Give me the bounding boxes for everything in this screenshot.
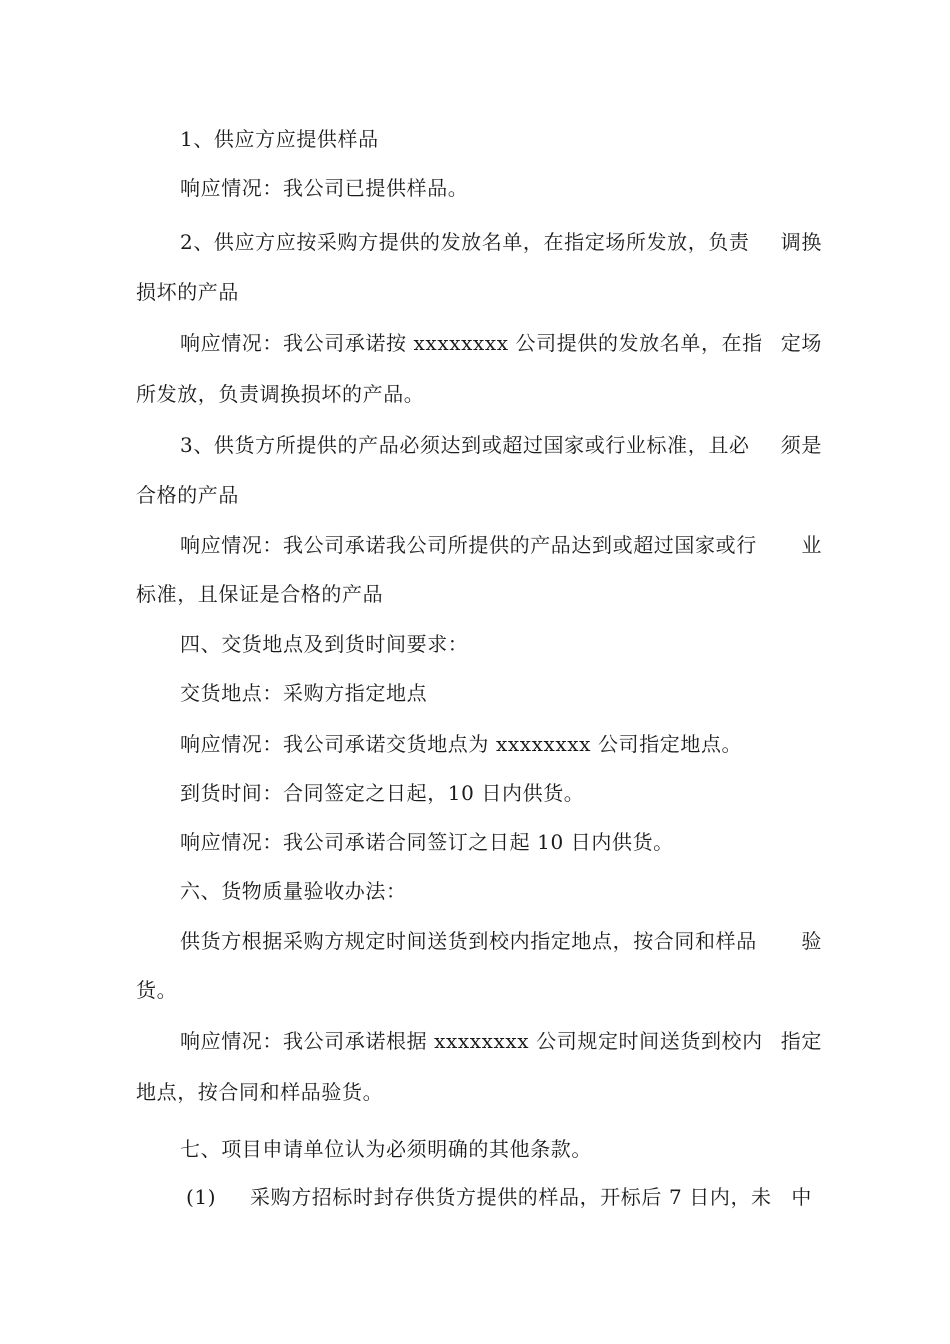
- paragraph-line: 所发放，负责调换损坏的产品。: [136, 382, 425, 406]
- paragraph-line: 标准，且保证是合格的产品: [136, 582, 384, 606]
- paragraph-line: 地点，按合同和样品验货。: [136, 1080, 384, 1104]
- line-segment: 业: [801, 533, 822, 557]
- paragraph-line: [180, 532, 822, 558]
- paragraph-line: 交货地点：采购方指定地点: [180, 681, 428, 705]
- paragraph-line: [180, 229, 822, 255]
- line-segment: 3、供货方所提供的产品必须达到或超过国家或行业标准，且必: [180, 433, 750, 457]
- line-segment: 须是: [780, 433, 822, 457]
- paragraph-line: 响应情况：我公司承诺合同签订之日起 10 日内供货。: [180, 830, 674, 854]
- paragraph-line: [180, 432, 822, 458]
- section-heading: 七、项目申请单位认为必须明确的其他条款。: [180, 1137, 592, 1161]
- line-segment: 供货方根据采购方规定时间送货到校内指定地点，按合同和样品: [180, 929, 757, 953]
- line-segment: 调换: [780, 230, 822, 254]
- paragraph-line: [180, 330, 822, 356]
- paragraph-line: 货。: [136, 978, 178, 1002]
- paragraph-line: 合格的产品: [136, 483, 239, 507]
- section-heading: 六、货物质量验收办法：: [180, 879, 407, 903]
- paragraph-line: [250, 1184, 812, 1210]
- section-heading: 四、交货地点及到货时间要求：: [180, 632, 469, 656]
- line-segment: 响应情况：我公司承诺我公司所提供的产品达到或超过国家或行: [180, 533, 757, 557]
- paragraph-line: [180, 928, 822, 954]
- paragraph-line: 响应情况：我公司已提供样品。: [180, 176, 469, 200]
- paragraph-line: 响应情况：我公司承诺交货地点为 xxxxxxxx 公司指定地点。: [180, 732, 743, 756]
- paragraph-line: 1、供应方应提供样品: [180, 127, 379, 151]
- line-segment: 验: [801, 929, 822, 953]
- paragraph-line: 损坏的产品: [136, 280, 239, 304]
- line-segment: 中: [791, 1185, 812, 1209]
- line-segment: 采购方招标时封存供货方提供的样品，开标后 7 日内，未: [250, 1185, 772, 1209]
- line-segment: 指定: [780, 1029, 822, 1053]
- line-segment: 定场: [780, 331, 822, 355]
- line-segment: 响应情况：我公司承诺根据 xxxxxxxx 公司规定时间送货到校内: [180, 1029, 763, 1053]
- line-segment: 2、供应方应按采购方提供的发放名单，在指定场所发放，负责: [180, 230, 750, 254]
- paragraph-line: [180, 1028, 822, 1054]
- list-number: (1): [186, 1185, 217, 1209]
- line-segment: 响应情况：我公司承诺按 xxxxxxxx 公司提供的发放名单，在指: [180, 331, 763, 355]
- paragraph-line: 到货时间：合同签定之日起，10 日内供货。: [180, 781, 585, 805]
